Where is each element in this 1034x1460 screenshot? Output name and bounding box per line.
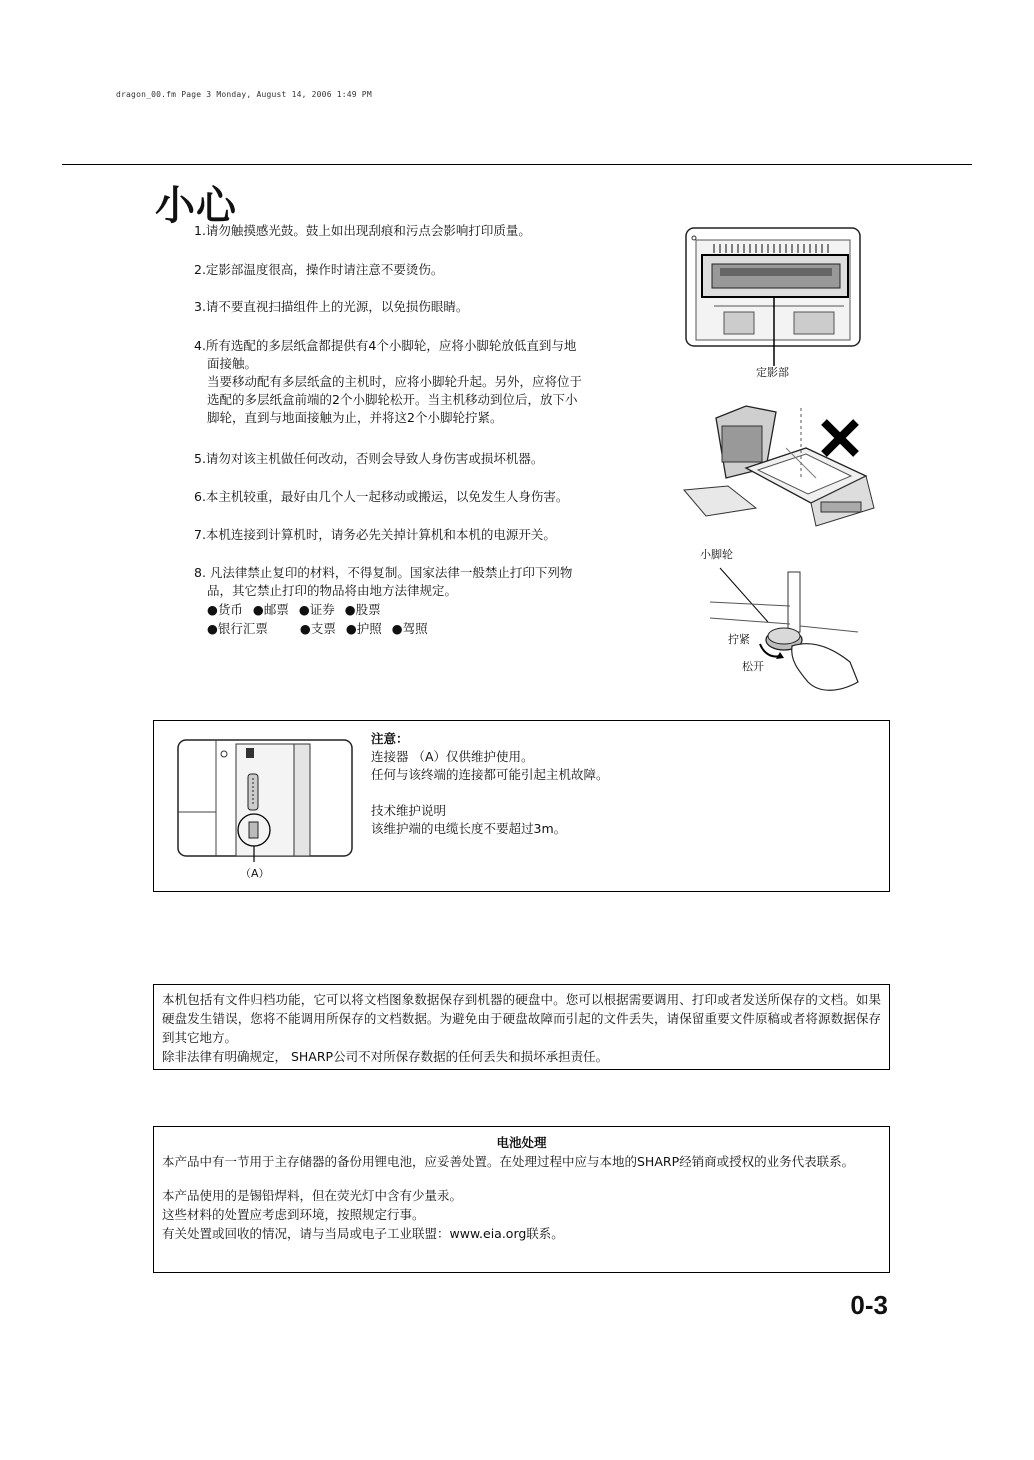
- loosen-label: 松开: [742, 660, 764, 673]
- caution-item-4-line-1: 4.所有选配的多层纸盒都提供有4个小脚轮，应将小脚轮放低直到与地: [194, 338, 577, 353]
- battery-disposal-line-2: 本产品使用的是锡铅焊料，但在荧光灯中含有少量汞。: [162, 1188, 463, 1203]
- caution-item-4-line-4: 选配的多层纸盒前端的2个小脚轮松开。当主机移动到位后，放下小: [207, 392, 578, 407]
- document-filing-paragraph-2: 除非法律有明确规定， SHARP公司不对所保存数据的任何丢失和损坏承担责任。: [162, 1049, 609, 1064]
- battery-disposal-line-3: 这些材料的处置应考虑到环境，按照规定行事。: [162, 1207, 425, 1222]
- fuser-illustration: [684, 226, 864, 376]
- caution-item-6: [194, 488, 644, 506]
- connector-illustration: [176, 738, 356, 862]
- note-line-2: 任何与该终端的连接都可能引起主机故障。: [371, 767, 609, 782]
- note-line-4: 该维护端的电缆长度不要超过3m。: [371, 821, 567, 836]
- fuser-label: 定影部: [756, 366, 789, 379]
- caster-label: 小脚轮: [700, 548, 733, 561]
- caution-item-5: [194, 450, 644, 468]
- caution-item-2: [194, 261, 644, 279]
- caution-item-1: [194, 222, 644, 240]
- note-line-3: 技术维护说明: [371, 803, 447, 818]
- caution-item-7-line: 7.本机连接到计算机时，请务必先关掉计算机和本机的电源开关。: [194, 527, 556, 542]
- page-title: 小心: [155, 183, 237, 229]
- caution-item-3: [194, 298, 644, 316]
- caution-item-3-line: 3.请不要直视扫描组件上的光源，以免损伤眼睛。: [194, 299, 469, 314]
- tighten-label: 拧紧: [728, 633, 750, 646]
- prohibited-checks: ●支票: [299, 621, 336, 636]
- caution-item-8-line-2: 品，其它禁止打印的物品将由地方法律规定。: [207, 583, 458, 598]
- page-number: 0-3: [850, 1290, 888, 1320]
- prohibited-x-icon: [824, 422, 856, 454]
- battery-disposal-title: 电池处理: [496, 1135, 547, 1150]
- caster-illustration: [700, 562, 860, 704]
- prohibited-securities: ●证券: [298, 602, 335, 617]
- top-rule: [62, 164, 972, 165]
- document-filing-box: [153, 984, 890, 1070]
- note-heading: 注意：: [371, 731, 409, 746]
- caution-item-4: [194, 337, 644, 427]
- connector-a-label: （A）: [240, 867, 270, 880]
- prohibited-list-row-2: [207, 620, 434, 638]
- caution-item-8: [194, 564, 644, 600]
- connector-note-text: [371, 730, 609, 838]
- battery-disposal-box: [153, 1126, 890, 1273]
- note-line-1: 连接器 （A）仅供维护使用。: [371, 749, 534, 764]
- battery-disposal-line-1: 本产品中有一节用于主存储器的备份用锂电池，应妥善处置。在处理过程中应与本地的SHARP经销商或授权的业务代表联系。: [162, 1154, 855, 1169]
- caution-item-5-line: 5.请勿对该主机做任何改动，否则会导致人身伤害或损坏机器。: [194, 451, 544, 466]
- prohibited-stamps: ●邮票: [252, 602, 289, 617]
- battery-disposal-line-4: 有关处置或回收的情况，请与当局或电子工业联盟：www.eia.org联系。: [162, 1226, 564, 1241]
- prohibited-stocks: ●股票: [344, 602, 381, 617]
- file-meta: dragon_00.fm Page 3 Monday, August 14, 2006 1:49 PM: [116, 90, 372, 99]
- caution-item-7: [194, 526, 644, 544]
- prohibited-licenses: ●驾照: [391, 621, 428, 636]
- caution-item-6-line: 6.本主机较重，最好由几个人一起移动或搬运，以免发生人身伤害。: [194, 489, 569, 504]
- caution-item-4-line-2: 面接触。: [207, 356, 258, 371]
- caution-item-4-line-3: 当要移动配有多层纸盒的主机时，应将小脚轮升起。另外，应将位于: [207, 374, 583, 389]
- caution-item-1-line: 1.请勿触摸感光鼓。鼓上如出现刮痕和污点会影响打印质量。: [194, 223, 531, 238]
- prohibited-currency: ●货币: [207, 602, 243, 617]
- scanner-illustration: [676, 398, 876, 528]
- caution-item-8-line-1: 8. 凡法律禁止复印的材料，不得复制。国家法律一般禁止打印下列物: [194, 565, 573, 580]
- prohibited-passports: ●护照: [345, 621, 382, 636]
- prohibited-list-row-1: [207, 601, 387, 619]
- prohibited-bank-drafts: ●银行汇票: [207, 621, 268, 636]
- caution-item-4-line-5: 脚轮，直到与地面接触为止，并将这2个小脚轮拧紧。: [207, 410, 503, 425]
- document-filing-paragraph-1: 本机包括有文件归档功能，它可以将文档图象数据保存到机器的硬盘中。您可以根据需要调用、打印或者发送所保存的文档。如果硬盘发生错误，您将不能调用所保存的文档数据。为避免由于硬盘故障而引起的文件丢失，请保留重要文件原稿或者将源数据保存到其它地方。: [162, 992, 881, 1045]
- caution-item-2-line: 2.定影部温度很高，操作时请注意不要烫伤。: [194, 262, 444, 277]
